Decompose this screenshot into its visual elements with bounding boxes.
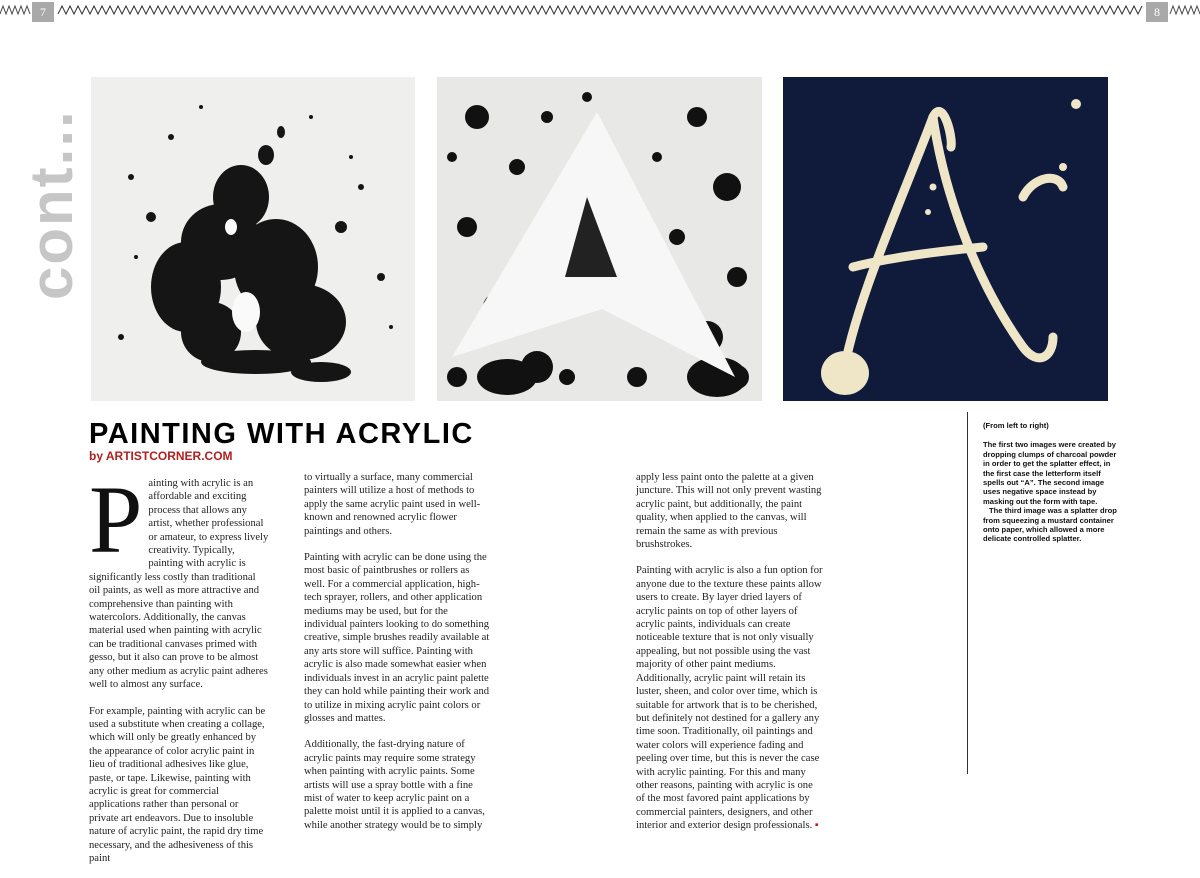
caption-divider xyxy=(967,412,968,774)
caption-paragraph: The first two images were created by dropping clumps of charcoal powder in order to get the splatter effect, in the first case the letterform itself spells out “A”. The second image uses negative space instead by masking out the form with tape. xyxy=(983,440,1117,506)
article-column-1 xyxy=(89,466,269,878)
article-column-2 xyxy=(304,471,492,845)
article-title: PAINTING WITH ACRYLIC xyxy=(89,418,474,450)
top-strip xyxy=(0,0,1200,24)
top-zigzag-ornament xyxy=(58,4,1142,16)
paragraph-text: ainting with acrylic is an affordable and exciting process that allows any artist, whether professional or amateur, to express lively creativity. Typically, painting with acrylic is significantly less costly than traditional oil paints, as well as more attractive and comprehensive than painting with watercolors. Additionally, the canvas material used when painting with acrylic can be traditional canvases primed with gesso, but it also can prove to be almost any other medium as acrylic paint adheres well to almost any surface. xyxy=(89,478,269,691)
paragraph-text: Painting with acrylic is also a fun option for anyone due to the texture these paints allow users to create. By layer dried layers of acrylic paints on top of other layers of acrylic paints, individuals can create noticeable texture that is not only visually appealing, but not possible using the vast majority of other paint mediums. Additionally, acrylic paint will retain its luster, sheen, and color over time, which is suitable for artwork that is to be cherished, but definitely not destined for a gallery any time soon. Traditionally, oil paintings and water colors will experience fading and peeling over time, but this is never the case with acrylic painting. For this and many other reasons, painting with acrylic is one of the most favored paint applications by commercial painters, designers, and other interior and exterior design professionals. xyxy=(636,565,823,832)
end-mark-icon: ▪ xyxy=(814,820,819,832)
photo-caption xyxy=(983,421,1123,544)
negative-space-photo xyxy=(437,77,762,401)
drop-cap: P xyxy=(89,466,143,573)
caption-heading: (From left to right) xyxy=(983,421,1049,430)
article-paragraph: Additionally, the fast-drying nature of acrylic paints may require some strategy when painting with acrylic paints. Some artists will use a spray bottle with a fine mist of water to keep acrylic paint on a palette moist until it is applied to a canvas, while another strategy would be to simply xyxy=(304,739,485,831)
caption-paragraph: The third image was a splatter drop from squeezing a mustard container onto paper, which allowed a more delicate controlled splatter. xyxy=(983,506,1117,544)
article-paragraph: to virtually a surface, many commercial painters will utilize a host of methods to apply the same acrylic paint used in well-known and renowned acrylic flower paintings and others. xyxy=(304,472,481,537)
article-paragraph xyxy=(89,466,269,692)
left-page-number: 7 xyxy=(32,2,54,22)
article-paragraph: For example, painting with acrylic can be used a substitute when creating a collage, which will only be greatly enhanced by the appearance of color acrylic paint in lieu of traditional adhesives like glue, paste, or tape. Likewise, painting with acrylic is great for commercial applications rather than personal or private art endeavors. Due to insoluble nature of acrylic paint, the rapid dry time necessary, and the adhesiveness of this paint xyxy=(89,705,266,864)
article-column-3 xyxy=(636,471,824,846)
continued-side-text: cont... xyxy=(18,109,85,300)
negative-space-image xyxy=(437,77,762,401)
charcoal-splatter-image xyxy=(91,77,415,401)
article-paragraph: apply less paint onto the palette at a given juncture. This will not only prevent wasting acrylic paint, but additionally, the paint quality, when applied to the canvas, will remain the same as with previous brushstrokes. xyxy=(636,472,822,551)
article-paragraph xyxy=(636,564,824,832)
left-edge-ornament xyxy=(0,5,30,15)
charcoal-splatter-photo xyxy=(91,77,415,401)
article-byline: by ARTISTCORNER.COM xyxy=(89,449,233,463)
right-page-number: 8 xyxy=(1146,2,1168,22)
mustard-drip-photo xyxy=(783,77,1108,401)
mustard-drip-image xyxy=(783,77,1108,401)
article-paragraph: Painting with acrylic can be done using the most basic of paintbrushes or rollers as well. For a commercial application, high-tech sprayer, rollers, and other application mediums may be used, but for the individual painters looking to do something creative, simple brushes readily available at any arts store will suffice. Painting with acrylic is also made somewhat easier when individuals invest in an acrylic paint palette they can hold while painting their work and to utilize in mixing acrylic paint colors or glosses and mattes. xyxy=(304,552,490,724)
right-edge-ornament xyxy=(1170,5,1200,15)
